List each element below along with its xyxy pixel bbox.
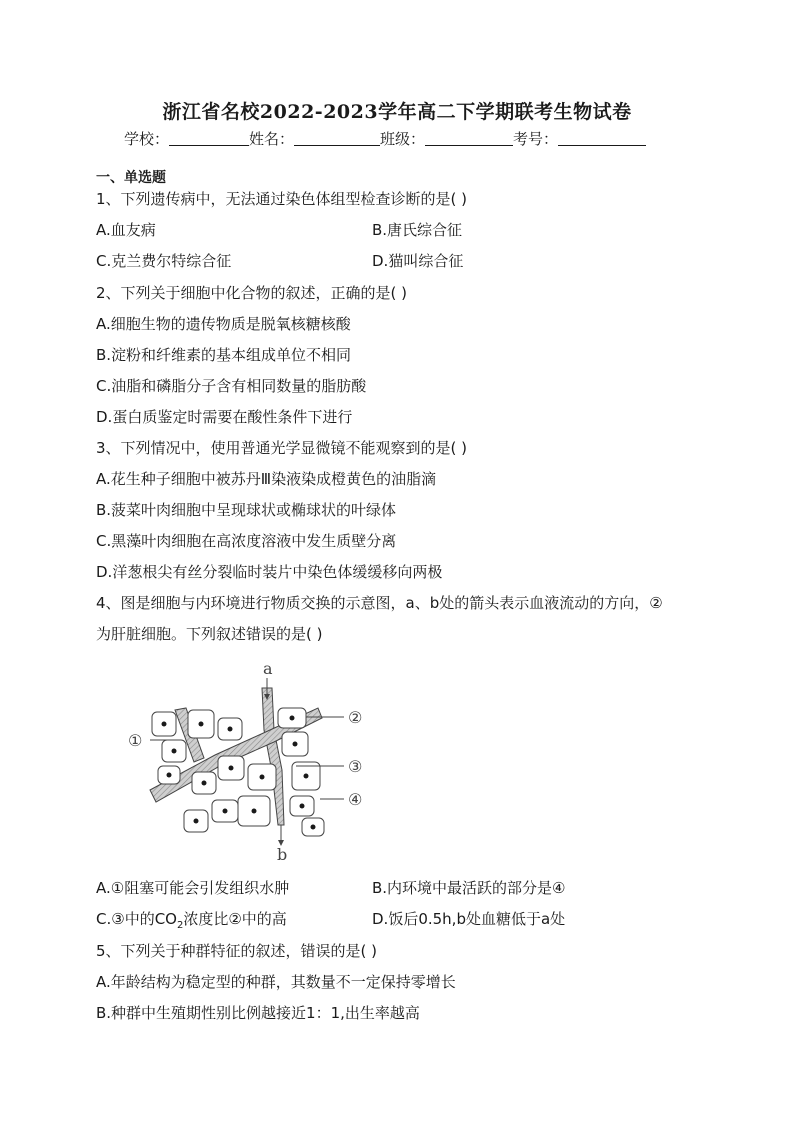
q4-option-d: D.饭后0.5h,b处血糖低于a处 xyxy=(372,910,566,928)
q2-option-d: D.蛋白质鉴定时需要在酸性条件下进行 xyxy=(96,408,353,426)
q4-option-a: A.①阻塞可能会引发组织水肿 xyxy=(96,879,290,897)
label-a: a xyxy=(263,660,273,678)
q4-option-c-sub: 2 xyxy=(176,920,184,931)
q4-option-b: B.内环境中最活跃的部分是④ xyxy=(372,879,566,897)
class-label: 班级： xyxy=(380,130,426,148)
tissue-cells xyxy=(152,708,324,836)
q1-option-a: A.血友病 xyxy=(96,221,156,239)
section-heading: 一、单选题 xyxy=(96,170,166,186)
exchange-diagram xyxy=(120,660,380,865)
q3-option-a: A.花生种子细胞中被苏丹Ⅲ染液染成橙黄色的油脂滴 xyxy=(96,470,437,488)
q4-option-c-post: 浓度比②中的高 xyxy=(183,910,287,928)
q2-stem: 2、下列关于细胞中化合物的叙述，正确的是( ) xyxy=(96,284,408,302)
q1-option-d: D.猫叫综合征 xyxy=(372,252,464,270)
q2-option-b: B.淀粉和纤维素的基本组成单位不相同 xyxy=(96,346,352,364)
q5-stem: 5、下列关于种群特征的叙述，错误的是( ) xyxy=(96,942,378,960)
label-4: ④ xyxy=(348,790,363,809)
q5-option-a: A.年龄结构为稳定型的种群，其数量不一定保持零增长 xyxy=(96,973,456,991)
q1-option-b: B.唐氏综合征 xyxy=(372,221,463,239)
q2-option-c: C.油脂和磷脂分子含有相同数量的脂肪酸 xyxy=(96,377,367,395)
q1-option-c: C.克兰费尔特综合征 xyxy=(96,252,232,270)
school-label: 学校： xyxy=(124,130,170,148)
q5-option-b: B.种群中生殖期性别比例越接近1：1,出生率越高 xyxy=(96,1004,420,1022)
q3-option-d: D.洋葱根尖有丝分裂临时装片中染色体缓缓移向两极 xyxy=(96,563,443,581)
q4-stem-line2: 为肝脏细胞。下列叙述错误的是( ) xyxy=(96,625,323,643)
q4-option-c-pre: C.③中的CO xyxy=(96,910,177,928)
class-blank[interactable] xyxy=(425,131,513,146)
number-blank[interactable] xyxy=(558,131,646,146)
label-b: b xyxy=(277,845,288,864)
school-blank[interactable] xyxy=(169,131,249,146)
student-info-row xyxy=(124,128,646,149)
label-2: ② xyxy=(348,708,363,727)
name-blank[interactable] xyxy=(294,131,380,146)
q1-stem: 1、下列遗传病中，无法通过染色体组型检查诊断的是( ) xyxy=(96,190,468,208)
label-1: ① xyxy=(128,731,143,750)
q2-option-a: A.细胞生物的遗传物质是脱氧核糖核酸 xyxy=(96,315,351,333)
label-3: ③ xyxy=(348,757,363,776)
q3-option-b: B.菠菜叶肉细胞中呈现球状或椭球状的叶绿体 xyxy=(96,501,397,519)
q4-stem-line1: 4、图是细胞与内环境进行物质交换的示意图，a、b处的箭头表示血液流动的方向，② xyxy=(96,594,663,612)
q3-option-c: C.黑藻叶肉细胞在高浓度溶液中发生质壁分离 xyxy=(96,532,397,550)
number-label: 考号： xyxy=(513,130,559,148)
q4-option-c xyxy=(96,909,287,936)
exam-title: 浙江省名校2022-2023学年高二下学期联考生物试卷 xyxy=(162,101,632,123)
name-label: 姓名： xyxy=(249,130,295,148)
q3-stem: 3、下列情况中，使用普通光学显微镜不能观察到的是( ) xyxy=(96,439,468,457)
